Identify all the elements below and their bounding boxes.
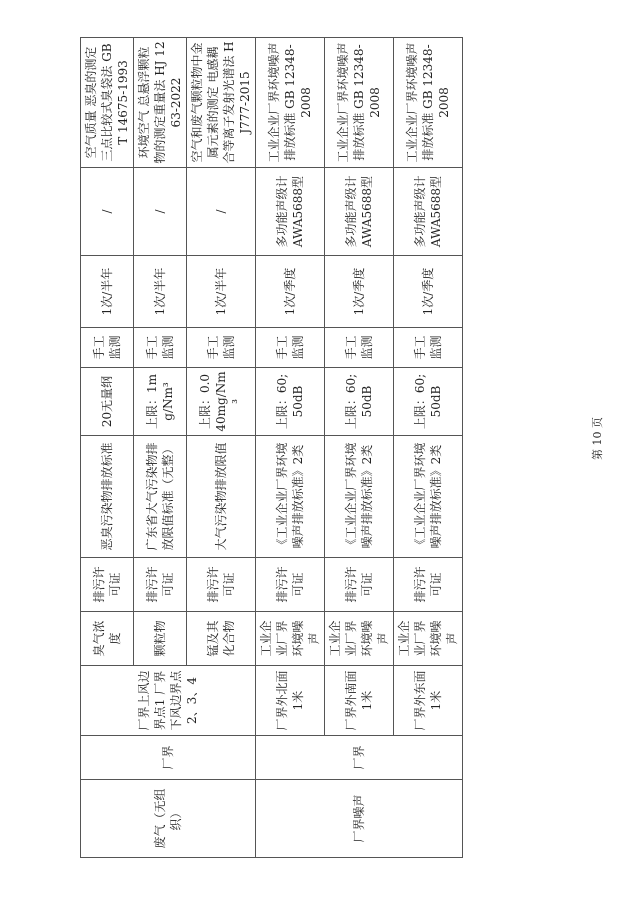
table-cell: 1次/半年	[187, 256, 256, 328]
table-cell: 工业企业厂界环境噪声	[256, 612, 325, 666]
table-cell: 厂界外南面1米	[325, 666, 394, 736]
table-cell: /	[134, 168, 187, 256]
table-cell: 《工业企业厂界环境噪声排放标准》2类	[325, 436, 394, 558]
table-cell: /	[81, 168, 134, 256]
table-cell: 工业企业厂界环境噪声排放标准 GB 12348-2008	[325, 38, 394, 168]
rotated-table-wrapper	[80, 38, 459, 858]
table-cell: 工业企业厂界环境噪声排放标准 GB 12348-2008	[256, 38, 325, 168]
table-cell: 《工业企业厂界环境噪声排放标准》2类	[394, 436, 463, 558]
table-cell: 环境空气 总悬浮颗粒物的测定重量法 HJ 1263-2022	[134, 38, 187, 168]
table-cell: 手工监测	[256, 328, 325, 368]
table-cell: 工业企业厂界环境噪声排放标准 GB 12348-2008	[394, 38, 463, 168]
table-cell: 厂界	[256, 736, 463, 780]
table-cell: 上限：0.040mg/Nm³	[187, 368, 256, 436]
table-cell: 1次/半年	[81, 256, 134, 328]
table-cell: 上限：1mg/Nm³	[134, 368, 187, 436]
table-cell: 1次/半年	[134, 256, 187, 328]
table-cell: 排污许可证	[394, 558, 463, 612]
table-cell: 厂界噪声	[256, 780, 463, 858]
table-cell: 手工监测	[187, 328, 256, 368]
table-cell: 恶臭污染物排放标准	[81, 436, 134, 558]
table-cell: 广东省大气污染物排放限值标准（无整）	[134, 436, 187, 558]
table-cell: 锰及其化合物	[187, 612, 256, 666]
table-cell: 1次/季度	[256, 256, 325, 328]
table-cell: 大气污染物排放限值	[187, 436, 256, 558]
monitoring-table	[80, 37, 463, 858]
table-cell: 排污许可证	[187, 558, 256, 612]
table-cell: 多功能声级计 AWA5688型	[394, 168, 463, 256]
table-cell: 厂界上风边界点1 厂界下风边界点2、3、4	[81, 666, 256, 736]
table-cell: 1次/季度	[325, 256, 394, 328]
table-cell: 1次/季度	[394, 256, 463, 328]
table-cell: 排污许可证	[134, 558, 187, 612]
table-cell: 手工监测	[325, 328, 394, 368]
table-cell: 排污许可证	[256, 558, 325, 612]
table-row	[325, 38, 394, 858]
table-cell: 颗粒物	[134, 612, 187, 666]
table-cell: 上限：60;50dB	[325, 368, 394, 436]
table-cell: 排污许可证	[325, 558, 394, 612]
table-cell: 空气和废气颗粒物中金属元素的测定 电感耦合等离子发射光谱法 HJ777-2015	[187, 38, 256, 168]
table-cell: 厂界外北面1米	[256, 666, 325, 736]
page-number: 第 10 页	[591, 417, 604, 460]
table-cell: /	[187, 168, 256, 256]
table-cell: 《工业企业厂界环境噪声排放标准》2类	[256, 436, 325, 558]
table-cell: 手工监测	[394, 328, 463, 368]
table-row	[256, 38, 325, 858]
table-cell: 工业企业厂界环境噪声	[325, 612, 394, 666]
table-cell: 厂界	[81, 736, 256, 780]
table-cell: 排污许可证	[81, 558, 134, 612]
table-row	[81, 38, 134, 858]
table-cell: 手工监测	[134, 328, 187, 368]
table-cell: 工业企业厂界环境噪声	[394, 612, 463, 666]
table-cell: 上限：60;50dB	[256, 368, 325, 436]
table-cell: 臭气浓度	[81, 612, 134, 666]
table-cell: 手工监测	[81, 328, 134, 368]
table-cell: 空气质量 恶臭的测定 三点比较式臭袋法 GB T 14675-1993	[81, 38, 134, 168]
table-row	[394, 38, 463, 858]
table-cell: 20无量纲	[81, 368, 134, 436]
table-cell: 废气（无组织）	[81, 780, 256, 858]
table-cell: 多功能声级计 AWA5688型	[256, 168, 325, 256]
table-cell: 厂界外东面1米	[394, 666, 463, 736]
table-cell: 多功能声级计 AWA5688型	[325, 168, 394, 256]
table-cell: 上限：60;50dB	[394, 368, 463, 436]
